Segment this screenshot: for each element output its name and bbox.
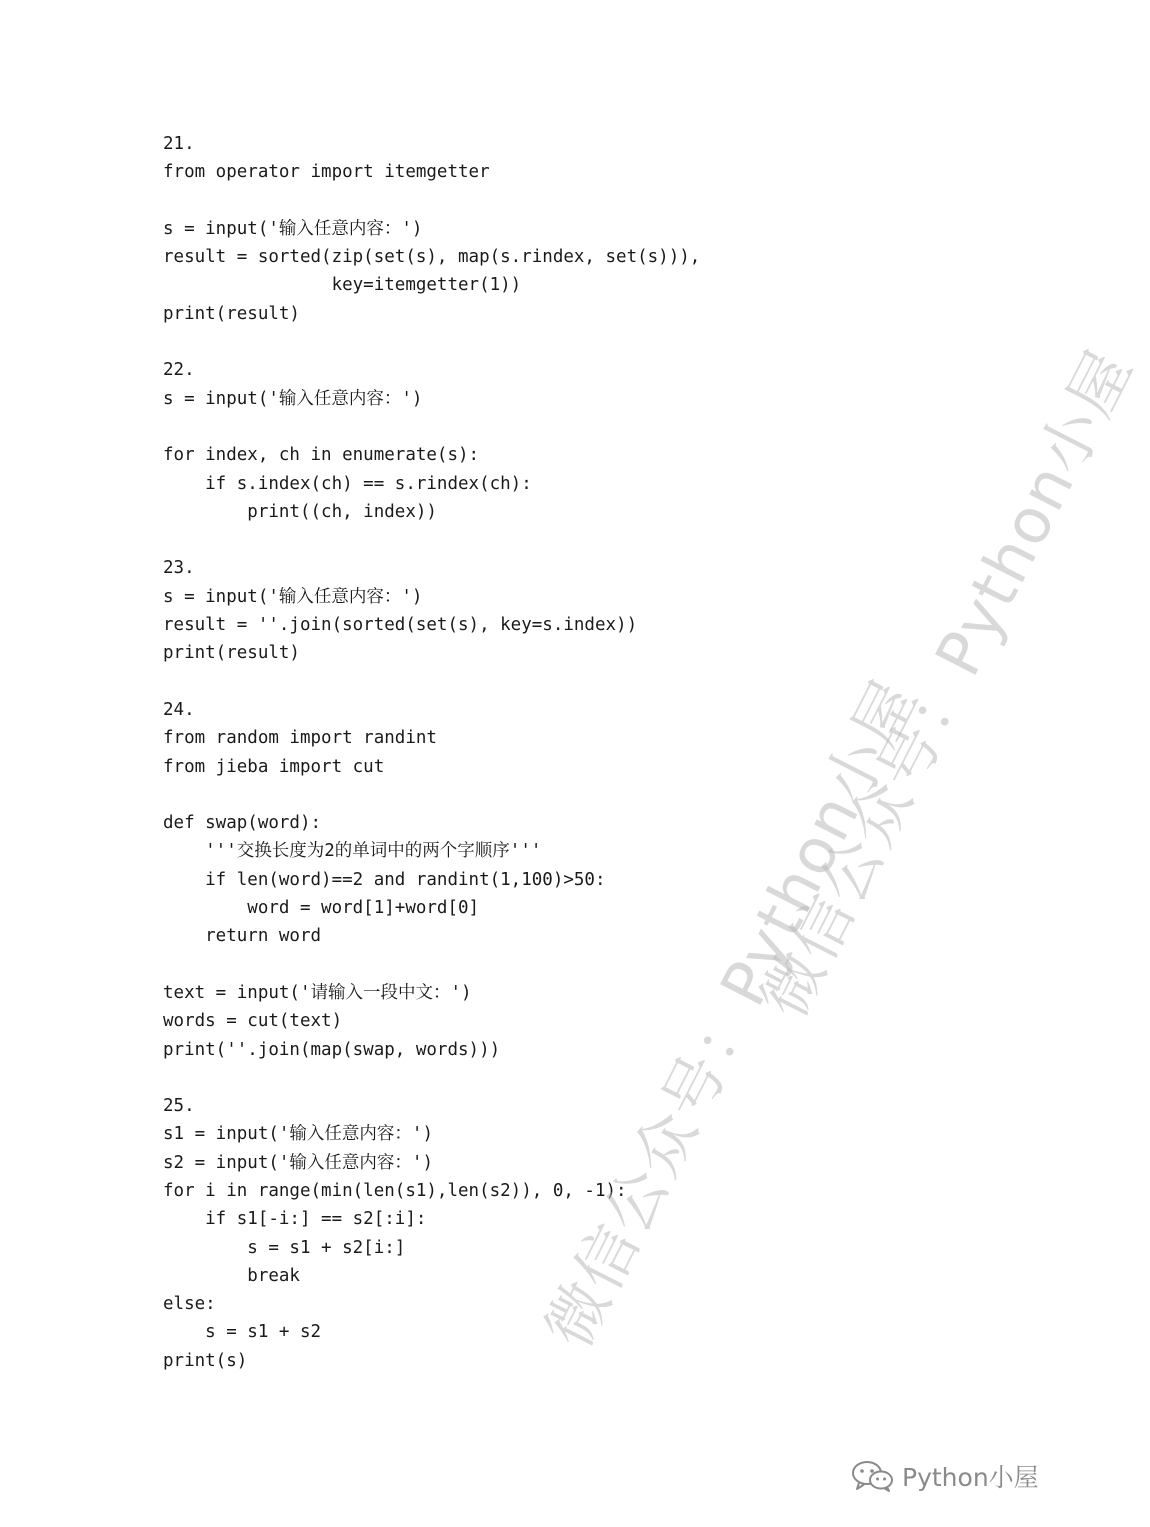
code-line: 23. (163, 558, 195, 579)
code-line: word = word[1]+word[0] (163, 898, 480, 919)
code-line: print(result) (163, 643, 300, 664)
code-line: s = input('输入任意内容：') (163, 586, 423, 607)
code-line: if s.index(ch) == s.rindex(ch): (163, 473, 532, 494)
watermark-text: 微信公众号：Python小屋 (746, 337, 1148, 1030)
code-line: 22. (163, 360, 195, 381)
code-line: s2 = input('输入任意内容：') (163, 1152, 434, 1173)
code-line: print((ch, index)) (163, 501, 437, 522)
wechat-icon (850, 1459, 896, 1493)
code-line: s1 = input('输入任意内容：') (163, 1124, 434, 1145)
code-line: from jieba import cut (163, 756, 385, 777)
code-line: '''交换长度为2的单词中的两个字顺序''' (163, 841, 542, 862)
code-line: s = input('输入任意内容：') (163, 388, 423, 409)
code-listing (163, 130, 963, 1375)
code-line (163, 526, 963, 554)
code-line (163, 951, 963, 979)
code-line: 25. (163, 1096, 195, 1117)
code-line: result = ''.join(sorted(set(s), key=s.index)) (163, 615, 638, 636)
code-line: for index, ch in enumerate(s): (163, 445, 480, 466)
code-line: return word (163, 926, 322, 947)
code-line: result = sorted(zip(set(s), map(s.rindex, set(s))), (163, 247, 701, 268)
code-line: if s1[-i:] == s2[:i]: (163, 1209, 427, 1230)
code-line: print(''.join(map(swap, words))) (163, 1039, 501, 1060)
code-line: for i in range(min(len(s1),len(s2)), 0, -1): (163, 1180, 627, 1201)
footer-account-logo (850, 1458, 1039, 1494)
code-line: def swap(word): (163, 813, 322, 834)
code-line (163, 328, 963, 356)
code-line: s = s1 + s2[i:] (163, 1237, 406, 1258)
code-line: text = input('请输入一段中文：') (163, 982, 472, 1003)
code-line: from random import randint (163, 728, 437, 749)
code-line: break (163, 1265, 300, 1286)
code-line: words = cut(text) (163, 1011, 343, 1032)
code-line: print(result) (163, 303, 300, 324)
code-line: print(s) (163, 1350, 248, 1371)
code-line: key=itemgetter(1)) (163, 275, 522, 296)
code-line (163, 781, 963, 809)
code-line: if len(word)==2 and randint(1,100)>50: (163, 869, 606, 890)
watermark-text: 微信公众号：Python小屋 (531, 667, 933, 1360)
code-line (163, 668, 963, 696)
code-line: 21. (163, 134, 195, 154)
footer-account-name: Python小屋 (902, 1463, 1039, 1492)
code-line: s = s1 + s2 (163, 1322, 322, 1343)
code-line: 24. (163, 699, 195, 720)
code-line (163, 187, 963, 215)
code-line: else: (163, 1294, 216, 1315)
code-line (163, 413, 963, 441)
code-line: s = input('输入任意内容：') (163, 218, 423, 239)
code-line: from operator import itemgetter (163, 162, 490, 183)
code-line (163, 1064, 963, 1092)
